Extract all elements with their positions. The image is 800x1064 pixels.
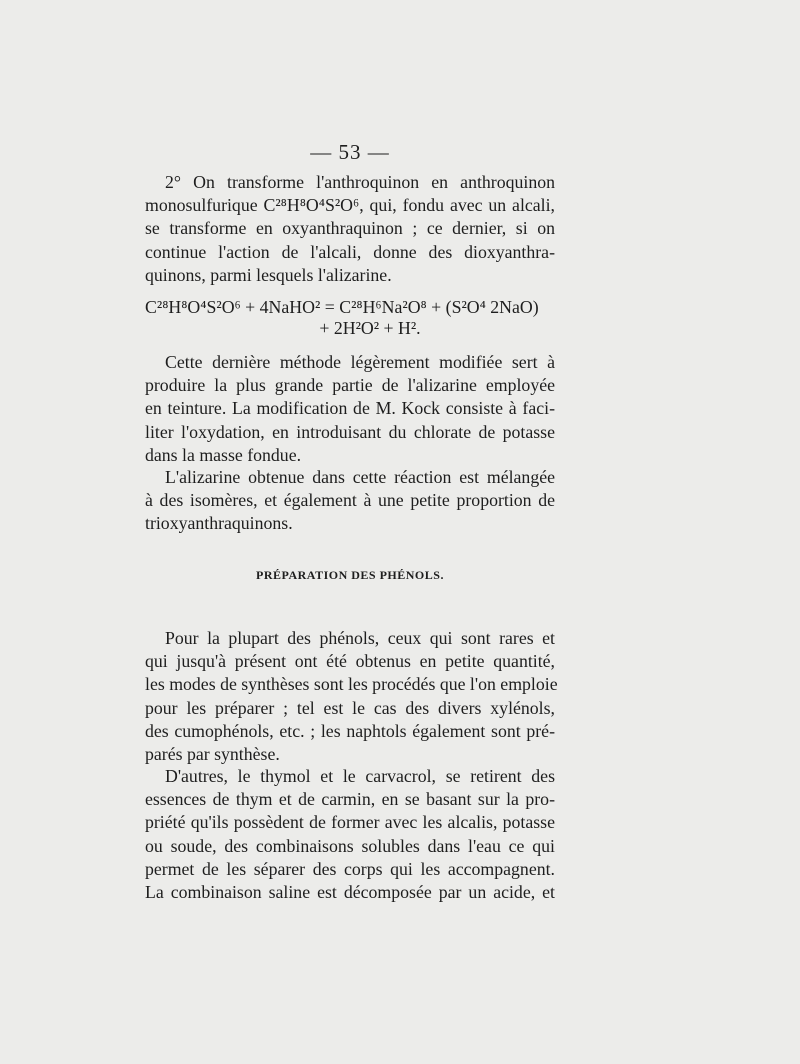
equation-line: + 2H²O² + H². (319, 318, 421, 338)
text-line: 2° On transforme l'anthroquinon en anthroquinon (165, 172, 555, 192)
page-number: — 53 — (310, 140, 390, 164)
text-line: en teinture. La modification de M. Kock consiste à faci- (145, 398, 555, 419)
paragraph-alizarine (145, 466, 555, 536)
text-line: La combinaison saline est décomposée par un acide, et (145, 882, 555, 903)
text-line: D'autres, le thymol et le carvacrol, se retirent des (165, 766, 555, 786)
text-line: liter l'oxydation, en introduisant du chlorate de potasse (145, 421, 555, 442)
paragraph-phenols (145, 627, 558, 766)
text-line: dans la masse fondue. (145, 444, 302, 465)
text-line: parés par synthèse. (145, 744, 280, 765)
text-line: quinons, parmi lesquels l'alizarine. (145, 264, 392, 285)
text-line: se transforme en oxyanthraquinon ; ce dernier, si on (145, 218, 555, 239)
text-line: essences de thym et de carmin, en se basant sur la pro- (145, 789, 555, 810)
paragraph-thymol (145, 765, 555, 904)
text-line: continue l'action de l'alcali, donne des dioxyanthra- (145, 241, 555, 262)
paragraph-method (145, 351, 555, 467)
text-line: permet de les séparer des corps qui les accompagnent. (145, 858, 555, 879)
text-line: L'alizarine obtenue dans cette réaction est mélangée (165, 467, 555, 487)
equation-line: C²⁸H⁸O⁴S²O⁶ + 4NaHO² = C²⁸H⁶Na²O⁸ + (S²O⁴ 2NaO) (145, 297, 539, 317)
text-line: trioxyanthraquinons. (145, 513, 293, 534)
text-line: monosulfurique C²⁸H⁸O⁴S²O⁶, qui, fondu avec un alcali, (145, 195, 555, 216)
text-line: priété qu'ils possèdent de former avec les alcalis, potasse (145, 812, 555, 833)
text-line: produire la plus grande partie de l'alizarine employée (145, 375, 555, 396)
text-line: des cumophénols, etc. ; les naphtols également sont pré- (145, 720, 555, 741)
paragraph-anthraquinone (145, 171, 555, 287)
section-heading: PRÉPARATION DES PHÉNOLS. (256, 568, 444, 582)
chemical-equation (145, 297, 555, 339)
text-line: Pour la plupart des phénols, ceux qui sont rares et (165, 628, 555, 648)
text-line: à des isomères, et également à une petite proportion de (145, 490, 555, 511)
text-line: qui jusqu'à présent ont été obtenus en petite quantité, (145, 651, 555, 672)
text-line: ou soude, des combinaisons solubles dans l'eau ce qui (145, 835, 555, 856)
text-line: pour les préparer ; tel est le cas des divers xylénols, (145, 697, 555, 718)
text-line: Cette dernière méthode légèrement modifiée sert à (165, 352, 555, 372)
text-line: les modes de synthèses sont les procédés que l'on emploie (145, 674, 558, 695)
